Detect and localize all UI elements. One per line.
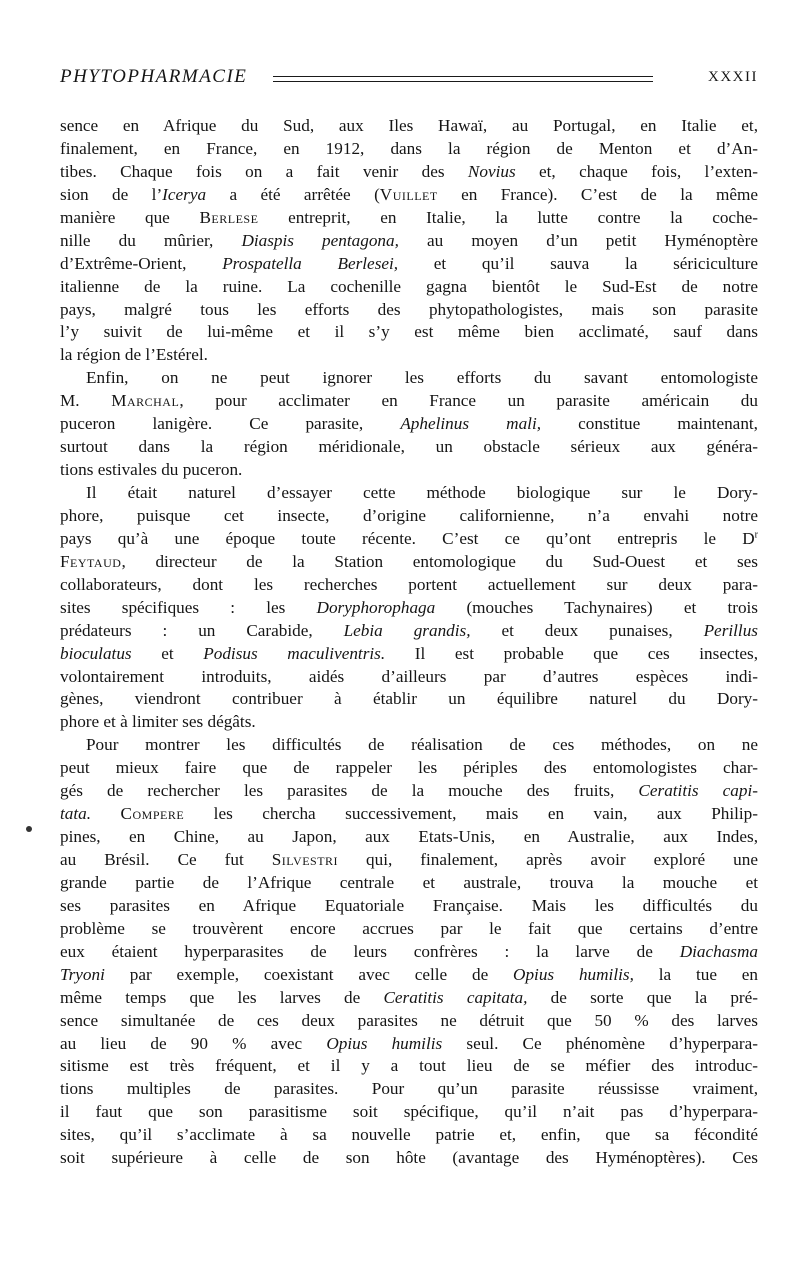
text-line: sion de l’Icerya a été arrêtée (Vuillet en France). C’est de la même — [60, 184, 758, 204]
text-line: phore et à limiter ses dégâts. — [60, 712, 256, 732]
text-line: tions estivales du puceron. — [60, 460, 243, 480]
text-line: surtout dans la région méridionale, un obstacle sérieux aux généra- — [60, 437, 758, 457]
text-line: sitisme est très fréquent, et il y a tout lieu de se méfier des introduc- — [60, 1056, 758, 1076]
text-line: la région de l’Estérel. — [60, 345, 208, 365]
text-line: finalement, en France, en 1912, dans la région de Menton et d’An- — [60, 138, 758, 158]
text-line: d’Extrême-Orient, Prospatella Berlesei, et qu’il sauva la sériciculture — [60, 253, 758, 273]
text-line: puceron lanigère. Ce parasite, Aphelinus mali, constitue maintenant, — [60, 414, 758, 434]
text-line: Feytaud, directeur de la Station entomologique du Sud-Ouest et ses — [60, 551, 758, 571]
margin-mark — [26, 826, 32, 832]
text-line: pays, malgré tous les efforts des phytopathologistes, mais son parasite — [60, 299, 758, 319]
text-line: l’y suivit de lui-même et il s’y est même bien acclimaté, sauf dans — [60, 322, 758, 342]
text-line: peut mieux faire que de rappeler les périples des entomologistes char- — [60, 758, 758, 778]
body-text — [60, 115, 758, 1170]
text-line: collaborateurs, dont les recherches portent actuellement sur deux para- — [60, 574, 758, 594]
text-line: tata. Compere les chercha successivement, mais en vain, aux Philip- — [60, 804, 758, 824]
text-line: gènes, viendront contribuer à établir un équilibre naturel du Dory- — [60, 689, 758, 709]
text-line: problème se trouvèrent encore accrues par le fait que certains d’entre — [60, 918, 758, 938]
page-header — [60, 66, 758, 96]
text-line: tions multiples de parasites. Pour qu’un parasite réussisse vraiment, — [60, 1079, 758, 1099]
text-line: pays qu’à une époque toute récente. C’est ce qu’ont entrepris le $D^r$ — [60, 528, 758, 548]
text-line: tibes. Chaque fois on a fait venir des Novius et, chaque fois, l’exten- — [60, 161, 758, 181]
text-line: eux étaient hyperparasites de leurs confrères : la larve de Diachasma — [60, 941, 758, 961]
text-line: au lieu de 90 % avec Opius humilis seul. Ce phénomène d’hyperpara- — [60, 1033, 758, 1053]
text-line: même temps que les larves de Ceratitis capitata, de sorte que la pré- — [60, 987, 758, 1007]
text-line: sence en Afrique du Sud, aux Iles Hawaï, au Portugal, en Italie et, — [60, 116, 758, 135]
text-line: volontairement introduits, aidés d’ailleurs par d’autres espèces indi- — [60, 666, 758, 686]
text-line: Il était naturel d’essayer cette méthode biologique sur le Dory- — [86, 483, 758, 502]
text-line: Tryoni par exemple, coexistant avec celle de Opius humilis, la tue en — [60, 964, 758, 984]
text-line: italienne de la ruine. La cochenille gagna bientôt le Sud-Est de notre — [60, 276, 758, 296]
text-line: nille du mûrier, Diaspis pentagona, au moyen d’un petit Hyménoptère — [60, 230, 758, 250]
text-line: pines, en Chine, au Japon, aux Etats-Unis, en Australie, aux Indes, — [60, 827, 758, 847]
text-line: M. Marchal, pour acclimater en France un parasite américain du — [60, 391, 758, 411]
text-line: soit supérieure à celle de son hôte (avantage des Hyménoptères). Ces — [60, 1148, 758, 1168]
header-rule — [273, 76, 653, 77]
text-line: ses parasites en Afrique Equatoriale Française. Mais les difficultés du — [60, 895, 758, 915]
text-line: prédateurs : un Carabide, Lebia grandis, et deux punaises, Perillus — [60, 620, 758, 640]
text-line: sites spécifiques : les Doryphorophaga (mouches Tachynaires) et trois — [60, 597, 758, 617]
text-line: sence simultanée de ces deux parasites ne détruit que 50 % des larves — [60, 1010, 758, 1030]
text-line: gés de rechercher les parasites de la mouche des fruits, Ceratitis capi- — [60, 781, 758, 801]
text-line: manière que Berlese entreprit, en Italie, la lutte contre la coche- — [60, 207, 758, 227]
text-line: Enfin, on ne peut ignorer les efforts du savant entomologiste — [86, 368, 758, 388]
text-line: au Brésil. Ce fut Silvestri qui, finalement, après avoir exploré une — [60, 850, 758, 869]
text-line: il faut que son parasitisme soit spécifique, qu’il n’ait pas d’hyperpara- — [60, 1102, 758, 1122]
text-line: bioculatus et Podisus maculiventris. Il est probable que ces insectes, — [60, 643, 758, 663]
text-line: Pour montrer les difficultés de réalisation de ces méthodes, on ne — [86, 735, 758, 755]
header-rule — [273, 81, 653, 82]
running-title: PHYTOPHARMACIE — [60, 66, 248, 87]
text-line: sites, qu’il s’acclimate à sa nouvelle patrie et, enfin, que sa fécondité — [60, 1125, 758, 1145]
text-line: phore, puisque cet insecte, d’origine californienne, n’a envahi notre — [60, 505, 758, 525]
text-line: grande partie de l’Afrique centrale et australe, trouva la mouche et — [60, 872, 758, 892]
page-number: XXXII — [708, 69, 758, 85]
